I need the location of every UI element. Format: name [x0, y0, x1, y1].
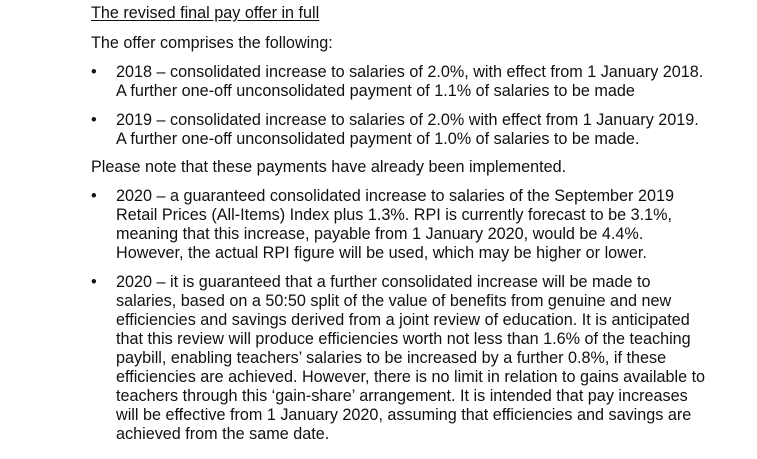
bullet-icon: •	[91, 187, 97, 205]
section-heading: The revised final pay offer in full	[91, 4, 320, 22]
bullet-icon: •	[91, 273, 97, 291]
list-item-text	[116, 273, 736, 444]
bullet-icon: •	[91, 111, 97, 129]
list-item-text	[116, 111, 736, 149]
text-line: salaries, based on a 50:50 split of the value of benefits from genuine and new	[116, 292, 672, 310]
text-line: that this review will produce efficiencies worth not less than 1.6% of the teaching	[116, 330, 691, 348]
text-line: achieved from the same date.	[116, 425, 330, 443]
text-line: will be effective from 1 January 2020, assuming that efficiencies and savings are	[116, 406, 692, 424]
text-line: teachers through this ‘gain-share’ arrangement. It is intended that pay increases	[116, 387, 688, 405]
text-line: 2020 – it is guaranteed that a further consolidated increase will be made to	[116, 273, 651, 291]
text-line: Retail Prices (All-Items) Index plus 1.3%. RPI is currently forecast to be 3.1%,	[116, 206, 672, 224]
text-line: efficiencies and savings derived from a joint review of education. It is anticipated	[116, 311, 690, 329]
text-line: meaning that this increase, payable from 1 January 2020, would be 4.4%.	[116, 225, 644, 243]
text-line: 2018 – consolidated increase to salaries of 2.0%, with effect from 1 January 2018.	[116, 63, 704, 81]
note-paragraph: Please note that these payments have already been implemented.	[91, 158, 567, 176]
list-item-text	[116, 63, 736, 101]
text-line: 2019 – consolidated increase to salaries of 2.0% with effect from 1 January 2019.	[116, 111, 699, 129]
text-line: However, the actual RPI figure will be used, which may be higher or lower.	[116, 244, 647, 262]
text-line: 2020 – a guaranteed consolidated increase to salaries of the September 2019	[116, 187, 674, 205]
bullet-icon: •	[91, 63, 97, 81]
intro-paragraph: The offer comprises the following:	[91, 34, 333, 52]
text-line: efficiencies are achieved. However, there is no limit in relation to gains available to	[116, 368, 706, 386]
text-line: paybill, enabling teachers’ salaries to be increased by a further 0.8%, if these	[116, 349, 667, 367]
text-line: A further one-off unconsolidated payment of 1.0% of salaries to be made.	[116, 130, 640, 148]
list-item-text	[116, 187, 736, 263]
text-line: A further one-off unconsolidated payment of 1.1% of salaries to be made	[116, 82, 635, 100]
